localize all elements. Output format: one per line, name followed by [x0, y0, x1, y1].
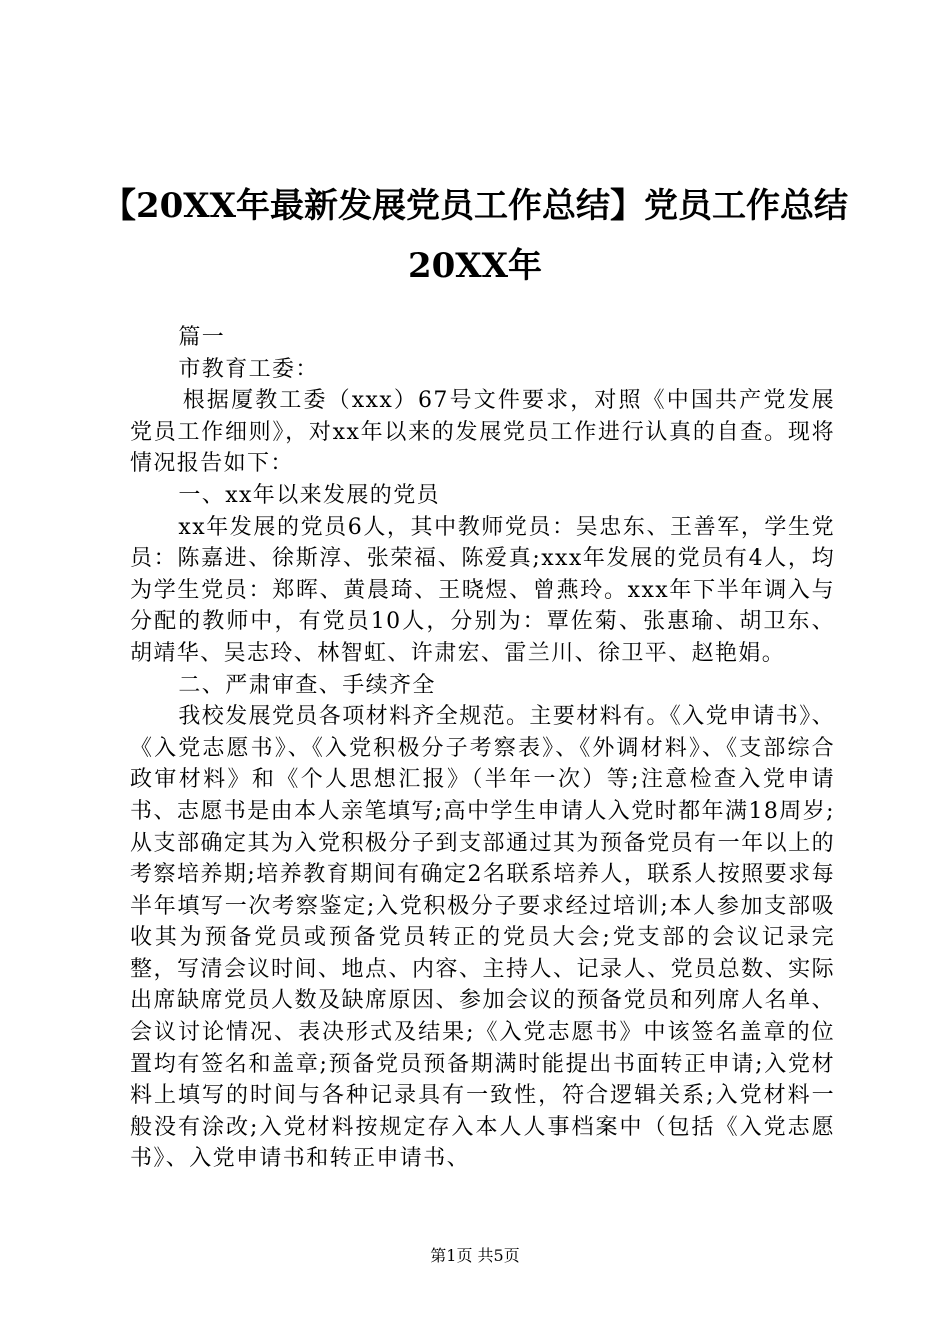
- section-label: 篇一: [178, 325, 226, 350]
- members-paragraph: xx年发展的党员6人，其中教师党员：吴忠东、王善军，学生党员：陈嘉进、徐斯淳、张荣福、陈爱真;xxx年发展的党员有4人，均为学生党员：郑晖、黄晨琦、王晓煜、曾燕玲。xxx年下半年调入与分配的教师中，有党员10人，分别为：覃佐菊、张惠瑜、胡卫东、胡靖华、吴志玲、林智虹、许肃宏、雷兰川、徐卫平、赵艳娟。: [130, 514, 835, 666]
- materials-paragraph: 我校发展党员各项材料齐全规范。主要材料有。《入党申请书》、《入党志愿书》、《入党积极分子考察表》、《外调材料》、《支部综合政审材料》和《个人思想汇报》（半年一次）等;注意检查入党申请书、志愿书是由本人亲笔填写;高中学生申请人入党时都年满18周岁;从支部确定其为入党积极分子到支部通过其为预备党员有一年以上的考察培养期;培养教育期间有确定2名联系培养人，联系人按照要求每半年填写一次考察鉴定;入党积极分子要求经过培训;本人参加支部吸收其为预备党员或预备党员转正的党员大会;党支部的会议记录完整，写清会议时间、地点、内容、主持人、记录人、党员总数、实际出席缺席党员人数及缺席原因、参加会议的预备党员和列席人名单、会议讨论情况、表决形式及结果;《入党志愿书》中该签名盖章的位置均有签名和盖章;预备党员预备期满时能提出书面转正申请;入党材料上填写的时间与各种记录具有一致性，符合逻辑关系;入党材料一般没有涂改;入党材料按规定存入本人人事档案中（包括《入党志愿书》、入党申请书和转正申请书、: [130, 704, 835, 1172]
- intro-paragraph: 根据厦教工委（xxx）67号文件要求，对照《中国共产党发展党员工作细则》，对xx年以来的发展党员工作进行认真的自查。现将情况报告如下：: [130, 388, 835, 477]
- document-body: [130, 322, 835, 1175]
- page-footer: 第1页 共5页: [430, 1246, 520, 1265]
- section-heading-2: 二、严肃审查、手续齐全: [178, 672, 436, 698]
- salutation: 市教育工委：: [178, 356, 319, 382]
- document-title: 【20XX年最新发展党员工作总结】党员工作总结20XX年: [101, 186, 849, 286]
- section-heading-1: 一、xx年以来发展的党员: [178, 482, 441, 508]
